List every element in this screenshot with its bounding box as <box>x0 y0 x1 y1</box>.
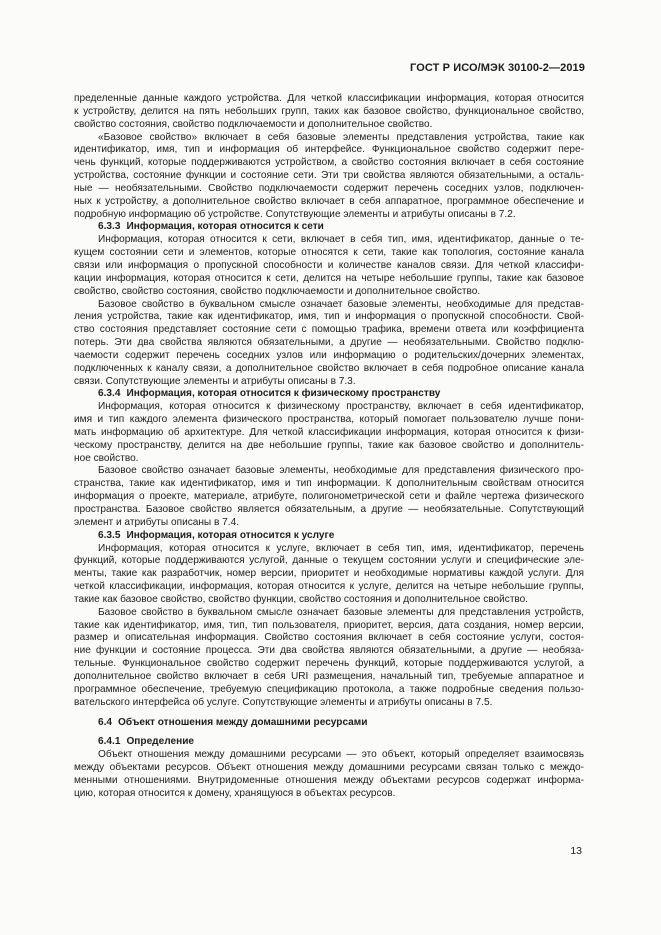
spacer <box>74 729 584 736</box>
text-line: связи. Сопутствующие элементы и атрибуты описаны в 7.3. <box>74 375 356 387</box>
text-line: пространства. Базовое свойство является обязательным, а другие — необязательные. Сопутствующий <box>74 504 584 515</box>
document-body <box>74 93 584 801</box>
text-line: такие как идентификатор, имя, тип, тип пользователя, приоритет, версия, дата создания, номер версии, <box>74 619 584 631</box>
text-line: свойство состояния, свойство подключаемости и дополнительное свойство. <box>74 118 433 130</box>
text-line: дополнительное свойство включает в себя URI размещения, начальный тип, требуемые аппаратное и <box>74 670 584 682</box>
text-line: ное свойство. <box>74 452 139 464</box>
section-title: Определение <box>126 736 195 748</box>
text-line: Информация, которая относится к физическому пространству, включает в себя идентификатор, <box>98 401 584 413</box>
text-line: Объект отношения между домашними ресурсами — это объект, который определяет взаимосвязь <box>98 749 584 761</box>
text-line: тельные. Функциональное свойство содержит перечень функций, которые поддерживаются услугой, а <box>74 658 584 670</box>
text-line: свойство, свойство состояния, свойство подключаемости и дополнительное свойство. <box>74 285 481 297</box>
text-line: странства, такие как идентификатор, имя и тип информации. К дополнительным свойствам относится <box>74 478 584 490</box>
page-number: 13 <box>570 845 582 857</box>
text-line: вательского интерфейса об услуге. Сопутствующие элементы и атрибуты описаны в 7.5. <box>74 696 493 708</box>
section-title: Объект отношения между домашними ресурсами <box>118 716 368 728</box>
spacer <box>74 710 584 717</box>
text-line: функций, которые поддерживаются услугой, данные о текущем состоянии услуги и специфические эле- <box>74 555 584 567</box>
text-line: потерь. Эти два свойства являются обязательными, а другие — необязательными. Свойство подклю- <box>74 337 584 349</box>
paragraph <box>74 749 584 800</box>
text-line: устройства, состояние функции и состояние сети. Эти три свойства являются обязательными, а осталь- <box>74 170 584 182</box>
text-line: кущем состоянии сети и элементов, которые относятся к сети, такие как топология, состояние канала <box>74 247 584 259</box>
section-number: 6.3.4 <box>98 388 121 400</box>
text-line: подробную информацию об устройстве. Сопутствующие элементы и атрибуты описаны в 7.2. <box>74 208 516 220</box>
text-line: связи или информация о пропускной способности и количестве каналов связи. Для четкой классифи- <box>74 259 584 271</box>
text-line: чаемости содержит перечень соседних узлов или информацию о родительских/дочерних элементах, <box>74 349 584 361</box>
section-number: 6.3.5 <box>98 529 121 541</box>
paragraph <box>74 465 584 529</box>
text-line: ные — необязательными. Свойство подключаемости содержит перечень соседних узлов, подключен- <box>74 182 584 194</box>
text-line: ных к устройству, а дополнительное свойство включает в себя аппаратное, программное обеспечение и <box>74 195 584 207</box>
text-line: элемент и атрибуты описаны в 7.4. <box>74 516 239 528</box>
text-line: ние функции и состояние процесса. Эти два свойства являются обязательными, а другие — необяза- <box>74 645 584 657</box>
text-line: менты, такие как разработчик, номер версии, приоритет и необходимые нормативы каждой услуги. Для <box>74 568 584 580</box>
text-line: Базовое свойство в буквальном смысле означает базовые элементы, необходимые для представ- <box>98 298 584 310</box>
section-number: 6.4 <box>98 716 113 728</box>
section-number: 6.4.1 <box>98 736 121 748</box>
text-line: подключенных к каналу связи, а дополнительное свойство включает в себя подробное описание канала <box>74 362 584 374</box>
text-line: программное обеспечение, требуемую спецификацию протокола, а также подробные сведения пользо- <box>74 683 584 695</box>
section-heading-6-4 <box>74 717 584 730</box>
text-line: пределенные данные каждого устройства. Для четкой классификации информация, которая относится <box>74 93 584 104</box>
text-line: такие как базовое свойство, свойство функции, свойство состояния и дополнительное свойство. <box>74 593 529 605</box>
document-standard-id: ГОСТ Р ИСО/МЭК 30100-2—2019 <box>410 62 585 74</box>
text-line: информация о проекте, материале, атрибуте, полигонометрической сети и файле чертежа физического <box>74 491 584 503</box>
text-line: Информация, которая относится к сети, включает в себя тип, имя, идентификатор, данные о те- <box>98 234 584 246</box>
section-title: Информация, которая относится к физическому пространству <box>126 388 441 400</box>
text-line: Базовое свойство означает базовые элементы, необходимые для представления физического про- <box>98 465 584 477</box>
text-line: имя и тип каждого элемента физического пространства, который помогает пользователю лучше пони- <box>74 414 584 426</box>
section-heading-6-3-3 <box>74 221 584 234</box>
text-line: цию, которая относится к домену, хранящуюся в объектах ресурсов. <box>74 787 396 799</box>
text-line: размер и описательная информация. Свойство состояния включает в себя состояние услуги, состоя- <box>74 632 584 644</box>
text-line: Базовое свойство в буквальном смысле означает базовые элементы для представления устройств, <box>98 606 584 618</box>
text-line: ческому пространству, делится на две небольшие группы, такие как базовое свойство и дополнитель- <box>74 439 584 451</box>
section-heading-6-3-5 <box>74 530 584 543</box>
section-heading-6-4-1 <box>74 736 584 749</box>
paragraph <box>74 299 584 389</box>
paragraph <box>74 132 584 222</box>
text-line: чень функций, которые поддерживаются устройством, а свойство состояния включает в себя состояние <box>74 157 584 169</box>
text-line: мать информацию об архитектуре. Для четкой классификации информация, которая относится к физи- <box>74 426 584 438</box>
paragraph <box>74 401 584 465</box>
text-line: Информация, которая относится к услуге, включает в себя тип, имя, идентификатор, перечень <box>98 542 584 554</box>
paragraph <box>74 607 584 710</box>
paragraph <box>74 234 584 298</box>
text-line: менными отношениями. Внутридоменные отношения между объектами ресурсов содержат информа- <box>74 774 584 786</box>
text-line: к устройству, делится на пять небольших групп, таких как базовое свойство, функциональное свойство, <box>74 105 584 117</box>
paragraph <box>74 93 584 132</box>
section-title: Информация, которая относится к сети <box>126 221 324 233</box>
paragraph <box>74 543 584 607</box>
text-line: между объектами ресурсов. Объект отношения между домашними ресурсами связан только с междо- <box>74 762 584 774</box>
text-line: «Базовое свойство» включает в себя базовые элементы представления устройства, такие как <box>98 131 584 143</box>
section-heading-6-3-4 <box>74 388 584 401</box>
text-line: идентификатор, имя, тип и информация об интерфейсе. Функциональное свойство содержит пере- <box>74 144 584 156</box>
text-line: ство состояния представляет состояние сети с помощью трафика, времени ответа или коэффициента <box>74 324 584 336</box>
text-line: кации информация, которая относится к сети, делится на четыре небольшие группы, такие как базовое <box>74 272 584 284</box>
text-line: четкой классификации, информация, которая относится к услуге, делится на четыре небольшие группы, <box>74 581 584 593</box>
text-line: ления устройства, такие как идентификатор, имя, тип и информация о пропускной способности. Свой- <box>74 311 584 323</box>
section-title: Информация, которая относится к услуге <box>126 529 335 541</box>
section-number: 6.3.3 <box>98 221 121 233</box>
